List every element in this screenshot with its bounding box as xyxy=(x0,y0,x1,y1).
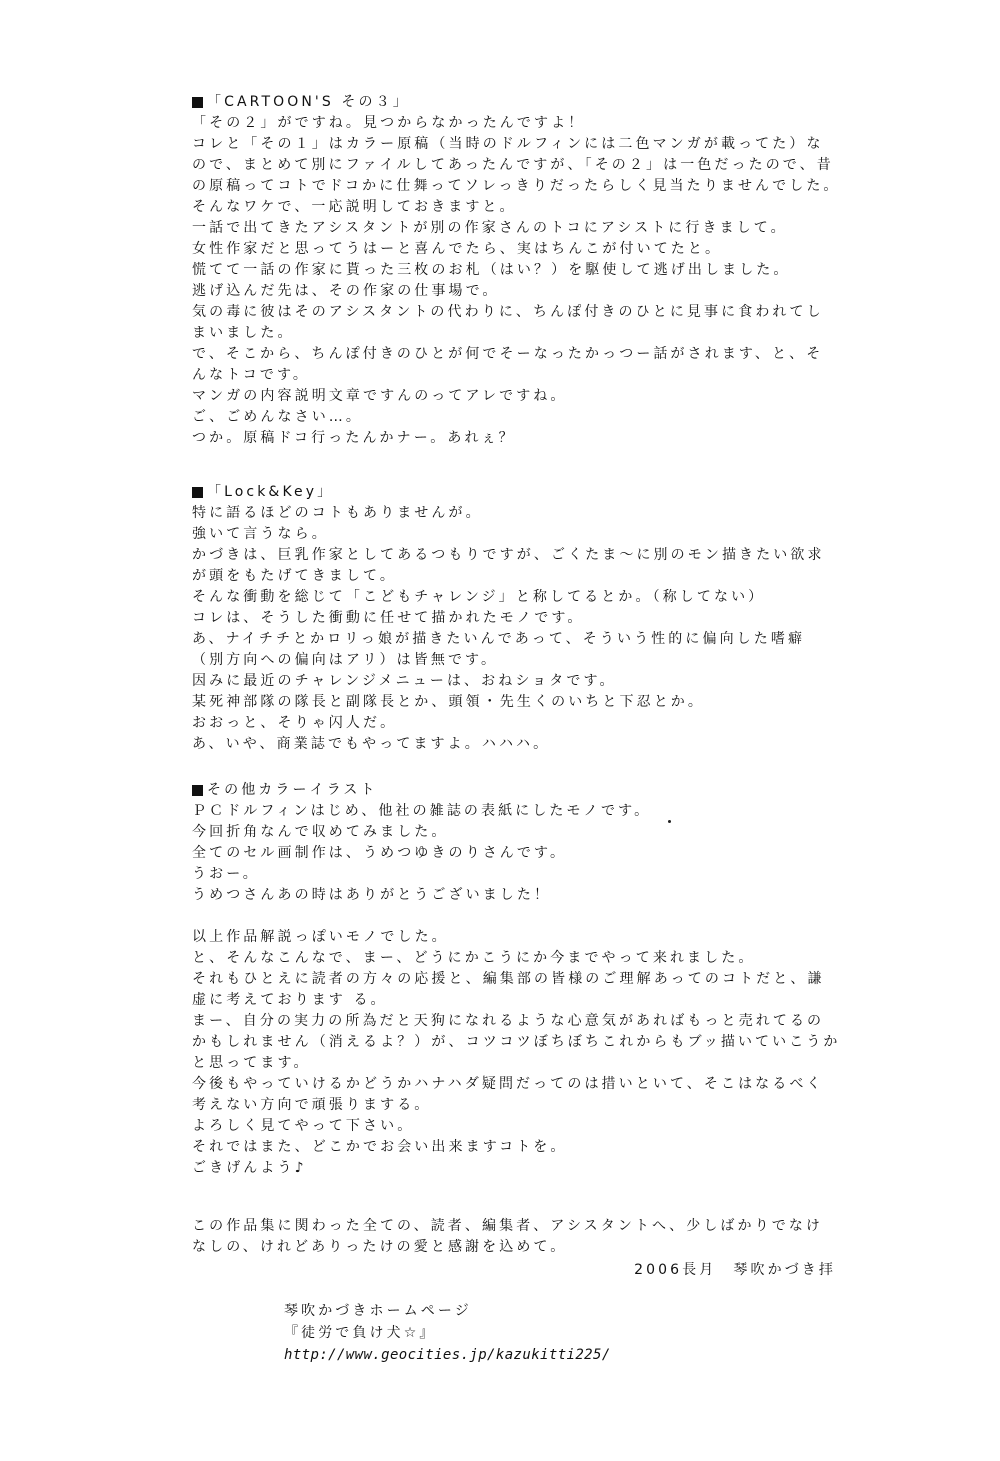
text-line: 今回折角なんで収めてみました。 xyxy=(192,824,449,840)
text-line: ＰＣドルフィンはじめ、他社の雑誌の表紙にしたモノです。 xyxy=(192,803,652,819)
text-line: そんな衝動を総じて「こどもチャレンジ」と称してるとか。（称してない） xyxy=(192,589,766,605)
text-line: マンガの内容説明文章ですんのってアレですね。 xyxy=(192,388,568,404)
text-line: 因みに最近のチャレンジメニューは、おねショタです。 xyxy=(192,673,617,689)
text-line: と、そんなこんなで、まー、どうにかこうにか今までやって来れました。 xyxy=(192,950,756,966)
text-line: あ、いや、商業誌でもやってますよ。ハハハ。 xyxy=(192,736,551,752)
section-heading-text: 「Lock&Key」 xyxy=(207,484,335,500)
text-line: うめつさんあの時はありがとうございました！ xyxy=(192,887,552,903)
text-line: 強いて言うなら。 xyxy=(192,526,329,542)
text-line: 女性作家だと思ってうはーと喜んでたら、実はちんこが付いてたと。 xyxy=(192,241,723,257)
text-line: 虚に考えております る。 xyxy=(192,992,388,1008)
text-line: あ、ナイチチとかロリっ娘が描きたいんであって、そういう性的に偏向した嗜癖 xyxy=(192,631,806,647)
section-heading xyxy=(192,780,852,801)
section-lock-and-key xyxy=(192,482,852,755)
homepage-url[interactable]: http://www.geocities.jp/kazukitti225/ xyxy=(284,1347,611,1363)
text-line: 一話で出てきたアシスタントが別の作家さんのトコにアシストに行きまして。 xyxy=(192,220,788,236)
section-heading xyxy=(192,92,852,113)
text-line: うおー。 xyxy=(192,866,260,882)
section-other-color-illustrations xyxy=(192,780,852,906)
text-line: それではまた、どこかでお会い出来ますコトを。 xyxy=(192,1139,568,1155)
text-line: おおっと、そりゃ闪人だ。 xyxy=(192,715,398,731)
text-line: 考えない方向で頑張りまする。 xyxy=(192,1097,432,1113)
text-line: 今後もやっていけるかどうかハナハダ疑問だってのは措いといて、そこはなるべく xyxy=(192,1076,824,1092)
text-line: かもしれません（消えるよ？）が、コツコツぼちぼちこれからもブッ描いていこうか xyxy=(192,1034,841,1050)
section-heading-text: 「CARTOON'S その３」 xyxy=(207,94,410,110)
text-line: 慌てて一話の作家に貰った三枚のお札（はい？）を駆使して逃げ出しました。 xyxy=(192,262,791,278)
text-line: この作品集に関わった全ての、読者、編集者、アシスタントへ、少しばかりでなけ xyxy=(192,1218,824,1234)
homepage-name: 『徒労で負け犬☆』 xyxy=(284,1325,437,1341)
text-line: まいました。 xyxy=(192,325,295,341)
text-line: ご、ごめんなさい…。 xyxy=(192,409,363,425)
text-line: まー、自分の実力の所為だと天狗になれるような心意気があればもっと売れてるの xyxy=(192,1013,825,1029)
homepage-label: 琴吹かづきホームページ xyxy=(284,1303,472,1319)
section-heading xyxy=(192,482,852,503)
text-line: よろしく見てやって下さい。 xyxy=(192,1118,415,1134)
text-line: そんなワケで、一応説明しておきますと。 xyxy=(192,199,517,215)
text-line: 某死神部隊の隊長と副隊長とか、頭領・先生くのいちと下忍とか。 xyxy=(192,694,705,710)
text-line: それもひとえに読者の方々の応援と、編集部の皆様のご理解あってのコトだと、謙 xyxy=(192,971,825,987)
text-line: ごきげんよう♪ xyxy=(192,1160,307,1176)
text-line: （別方向への偏向はアリ）は皆無です。 xyxy=(192,652,499,668)
text-line: 特に語るほどのコトもありませんが。 xyxy=(192,505,483,521)
text-line: ので、まとめて別にファイルしてあったんですが、「その２」は一色だったので、昔 xyxy=(192,157,834,173)
scan-speck xyxy=(668,820,671,823)
text-line: と思ってます。 xyxy=(192,1055,311,1071)
section-closing-remarks xyxy=(192,927,852,1179)
signature: 2006長月 琴吹かづき拝 xyxy=(634,1262,836,1278)
text-line: の原稿ってコトでドコかに仕舞ってソレっきりだったらしく見当たりませんでした。 xyxy=(192,178,841,194)
text-line: で、そこから、ちんぽ付きのひとが何でそーなったかっつー話がされます、と、そ xyxy=(192,346,824,362)
text-line: コレは、そうした衝動に任せて描かれたモノです。 xyxy=(192,610,585,626)
text-line: が頭をもたげてきまして。 xyxy=(192,568,397,584)
text-line: コレと「その１」はカラー原稿（当時のドルフィンには二色マンガが載ってた）な xyxy=(192,136,824,152)
square-bullet-icon xyxy=(192,97,203,108)
square-bullet-icon xyxy=(192,785,203,796)
text-line: 全てのセル画制作は、うめつゆきのりさんです。 xyxy=(192,845,568,861)
section-dedication xyxy=(192,1216,852,1258)
text-line: 以上作品解説っぽいモノでした。 xyxy=(192,929,449,945)
square-bullet-icon xyxy=(192,487,203,498)
text-line: 気の毒に彼はそのアシスタントの代わりに、ちんぽ付きのひとに見事に食われてし xyxy=(192,304,824,320)
text-line: 逃げ込んだ先は、その作家の仕事場で。 xyxy=(192,283,500,299)
text-line: つか。原稿ドコ行ったんかナー。あれぇ？ xyxy=(192,430,516,446)
section-heading-text: その他カラーイラスト xyxy=(207,782,378,798)
homepage-info xyxy=(284,1300,704,1366)
section-cartoons-3 xyxy=(192,92,852,449)
text-line: かづきは、巨乳作家としてあるつもりですが、ごくたま～に別のモン描きたい欲求 xyxy=(192,547,825,563)
text-line: んなトコです。 xyxy=(192,367,311,383)
text-line: なしの、けれどありったけの愛と感謝を込めて。 xyxy=(192,1239,568,1255)
text-line: 「その２」がですね。見つからなかったんですよ！ xyxy=(192,115,586,131)
